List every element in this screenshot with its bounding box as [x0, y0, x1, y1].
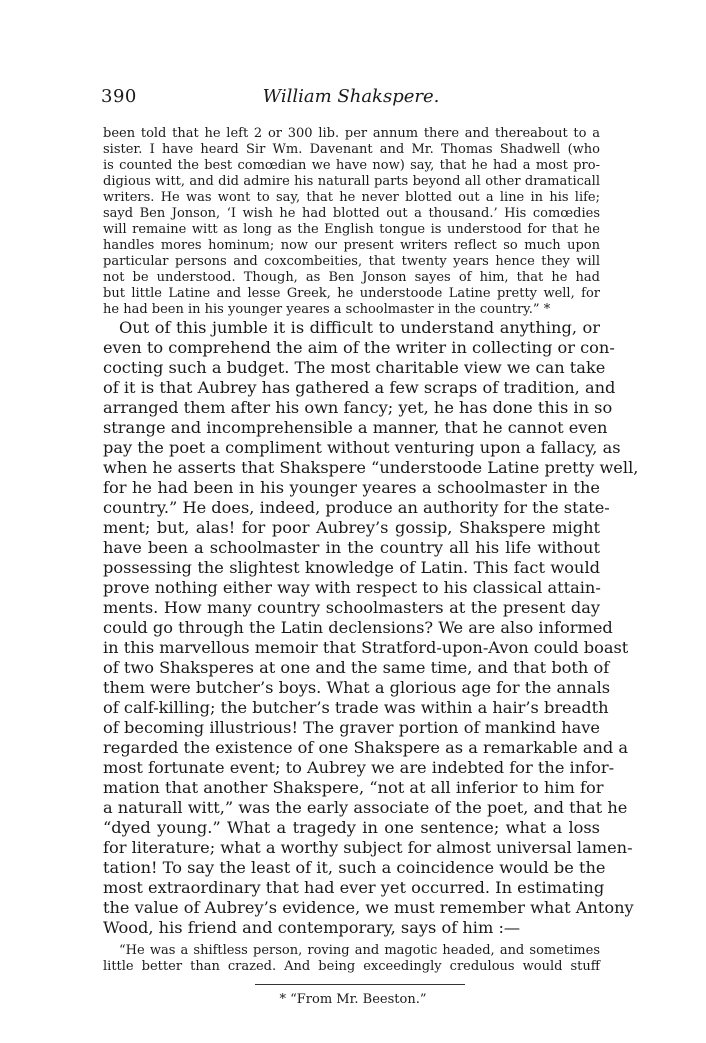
quote-line: but little Latine and lesse Greek, he understoode Latine pretty well, for	[103, 286, 600, 301]
footnote: * “From Mr. Beeston.”	[279, 992, 427, 1007]
body-line: “dyed young.” What a tragedy in one sentence; what a loss	[103, 818, 600, 837]
body-line: of two Shaksperes at one and the same time, and that both of	[103, 658, 610, 677]
running-title: William Shakspere.	[262, 86, 440, 107]
quote-line: digious witt, and did admire his naturall parts beyond all other dramaticall	[103, 174, 600, 189]
body-line: have been a schoolmaster in the country all his life without	[103, 538, 600, 557]
body-line: mation that another Shakspere, “not at all inferior to him for	[103, 778, 604, 797]
body-line: for literature; what a worthy subject for almost universal lamen-	[103, 838, 633, 857]
body-line: Wood, his friend and contemporary, says of him :—	[103, 918, 521, 937]
body-line: the value of Aubrey’s evidence, we must remember what Antony	[103, 898, 634, 917]
body-line: most extraordinary that had ever yet occurred. In estimating	[103, 878, 605, 897]
body-line: them were butcher’s boys. What a glorious age for the annals	[103, 678, 611, 697]
quote-line: will remaine witt as long as the English tongue is understood for that he	[103, 222, 600, 237]
body-line: cocting such a budget. The most charitable view we can take	[103, 358, 606, 377]
quote-line: he had been in his younger yeares a schoolmaster in the country.” *	[103, 302, 551, 317]
body-line: of becoming illustrious! The graver portion of mankind have	[103, 718, 600, 737]
body-line: in this marvellous memoir that Stratford-upon-Avon could boast	[103, 638, 629, 657]
body-line: pay the poet a compliment without venturing upon a fallacy, as	[103, 438, 621, 457]
body-line: possessing the slightest knowledge of Latin. This fact would	[103, 558, 600, 577]
body-line: could go through the Latin declensions? We are also informed	[103, 618, 613, 637]
body-line: Out of this jumble it is difficult to understand anything, or	[119, 318, 600, 337]
page-number: 390	[101, 86, 137, 107]
body-line: for he had been in his younger yeares a schoolmaster in the	[103, 478, 600, 497]
quote-line: handles mores hominum; now our present writers reflect so much upon	[103, 238, 600, 253]
body-line: prove nothing either way with respect to his classical attain-	[103, 578, 601, 597]
body-line: country.” He does, indeed, produce an authority for the state-	[103, 498, 610, 517]
quote-line: writers. He was wont to say, that he never blotted out a line in his life;	[103, 190, 600, 205]
body-line: regarded the existence of one Shakspere as a remarkable and a	[103, 738, 629, 757]
footnote-rule	[255, 984, 465, 985]
body-line: when he asserts that Shakspere “understoode Latine pretty well,	[103, 458, 639, 477]
body-line: most fortunate event; to Aubrey we are indebted for the infor-	[103, 758, 615, 777]
body-line: strange and incomprehensible a manner, that he cannot even	[103, 418, 608, 437]
quote-line: been told that he left 2 or 300 lib. per annum there and thereabout to a	[103, 126, 600, 141]
body-line: even to comprehend the aim of the writer in collecting or con-	[103, 338, 615, 357]
body-line: a naturall witt,” was the early associate of the poet, and that he	[103, 798, 628, 817]
quote-line: “He was a shiftless person, roving and magotic headed, and sometimes	[119, 943, 600, 958]
body-line: tation! To say the least of it, such a coincidence would be the	[103, 858, 606, 877]
body-line: ment; but, alas! for poor Aubrey’s gossip, Shakspere might	[103, 518, 600, 537]
quote-line: not be understood. Though, as Ben Jonson sayes of him, that he had	[103, 270, 600, 285]
body-line: ments. How many country schoolmasters at the present day	[103, 598, 600, 617]
quote-line: is counted the best comœdian we have now) say, that he had a most pro-	[103, 158, 600, 173]
body-line: of calf-killing; the butcher’s trade was within a hair’s breadth	[103, 698, 609, 717]
page-header	[101, 86, 601, 112]
quote-line: particular persons and coxcombeities, that twenty years hence they will	[103, 254, 600, 269]
quote-line: sayd Ben Jonson, ‘I wish he had blotted out a thousand.’ His comœdies	[103, 206, 600, 221]
body-line: arranged them after his own fancy; yet, he has done this in so	[103, 398, 613, 417]
body-line: of it is that Aubrey has gathered a few scraps of tradition, and	[103, 378, 616, 397]
quote-line: sister. I have heard Sir Wm. Davenant and Mr. Thomas Shadwell (who	[103, 142, 600, 157]
quote-line: little better than crazed. And being exceedingly credulous would stuff	[103, 959, 600, 974]
